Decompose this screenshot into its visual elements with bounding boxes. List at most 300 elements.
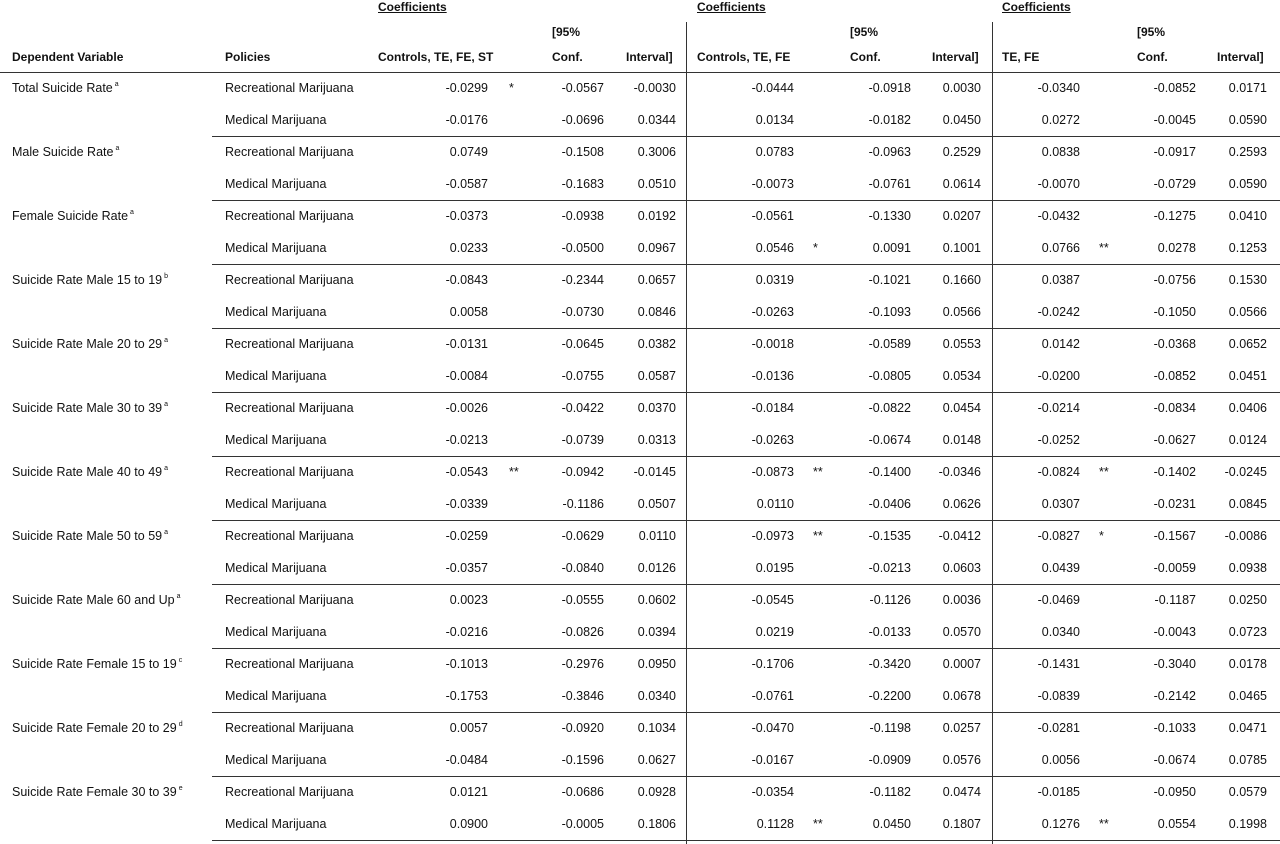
ci-lower-value: -0.1508 — [561, 145, 604, 159]
policy-label: Recreational Marijuana — [225, 273, 354, 287]
ci-upper-value: 0.1253 — [1228, 241, 1267, 255]
coefficient-value: -0.1431 — [1037, 657, 1080, 671]
ci-lower-value: 0.0450 — [872, 817, 911, 831]
ci-lower-value: -0.0761 — [868, 177, 911, 191]
coefficient-value: 0.0900 — [449, 817, 488, 831]
footnote-marker: e — [178, 785, 183, 792]
ci-upper-value: 0.0394 — [637, 625, 676, 639]
ci-upper-value: 0.0566 — [1228, 305, 1267, 319]
coefficient-value: 0.0219 — [755, 625, 794, 639]
ci-lower-value: 0.0091 — [872, 241, 911, 255]
policy-label: Recreational Marijuana — [225, 81, 354, 95]
significance-stars: ** — [1099, 241, 1109, 255]
ci-upper-value: 0.0382 — [637, 337, 676, 351]
coefficient-value: 0.0272 — [1041, 113, 1080, 127]
model3-header: TE, FE — [1002, 50, 1040, 64]
ci-upper-value: 0.0928 — [637, 785, 676, 799]
ci-upper-value: 0.0845 — [1228, 497, 1267, 511]
coefficient-value: -0.1753 — [445, 689, 488, 703]
footnote-marker: a — [176, 593, 181, 600]
ci-lower-value: -0.0005 — [561, 817, 604, 831]
ci-upper-value: 0.0007 — [942, 657, 981, 671]
coefficient-value: 0.1128 — [756, 817, 794, 831]
ci-lower-value: -0.0674 — [1153, 753, 1196, 767]
ci-lower-value: -0.0730 — [561, 305, 604, 319]
policy-label: Recreational Marijuana — [225, 401, 354, 415]
policy-label: Recreational Marijuana — [225, 337, 354, 351]
ci-lower-value: -0.2976 — [561, 657, 604, 671]
ci-lower-value: -0.0043 — [1153, 625, 1196, 639]
coefficient-value: -0.0263 — [751, 433, 794, 447]
ci-upper-value: 0.2593 — [1228, 145, 1267, 159]
significance-stars: ** — [813, 465, 823, 479]
ci-upper-value: 0.0534 — [942, 369, 981, 383]
coefficient-value: -0.0561 — [751, 209, 794, 223]
coefficient-value: 0.0319 — [755, 273, 794, 287]
policy-label: Medical Marijuana — [225, 433, 327, 447]
ci-open-header-2: [95% — [850, 25, 879, 39]
coefficient-value: -0.0213 — [445, 433, 488, 447]
interval-header-1: Interval] — [626, 50, 673, 64]
coefficient-value: 0.0142 — [1041, 337, 1080, 351]
ci-lower-value: -0.0422 — [561, 401, 604, 415]
policy-label: Recreational Marijuana — [225, 785, 354, 799]
row-group-rule — [212, 392, 1280, 393]
ci-upper-value: 0.0471 — [1228, 721, 1267, 735]
conf-header-1: Conf. — [552, 50, 583, 64]
coefficient-value: 0.0439 — [1041, 561, 1080, 575]
ci-upper-value: 0.1001 — [942, 241, 981, 255]
ci-lower-value: -0.0840 — [561, 561, 604, 575]
ci-lower-value: -0.1033 — [1153, 721, 1196, 735]
coefficient-value: 0.0110 — [756, 497, 794, 511]
coefficient-value: -0.0339 — [445, 497, 488, 511]
footnote-marker: d — [178, 721, 183, 728]
ci-upper-value: 0.0967 — [637, 241, 676, 255]
ci-lower-value: -0.0909 — [868, 753, 911, 767]
ci-lower-value: -0.1126 — [869, 593, 911, 607]
ci-lower-value: -0.0755 — [561, 369, 604, 383]
ci-upper-value: 0.0370 — [637, 401, 676, 415]
coefficient-value: -0.0167 — [751, 753, 794, 767]
ci-upper-value: 0.0602 — [637, 593, 676, 607]
ci-lower-value: -0.0589 — [868, 337, 911, 351]
dependent-variable-label — [12, 337, 168, 351]
interval-header-2: Interval] — [932, 50, 979, 64]
coefficient-value: -0.0973 — [751, 529, 794, 543]
policy-label: Medical Marijuana — [225, 689, 327, 703]
coefficient-value: -0.1013 — [445, 657, 488, 671]
coefficient-value: -0.0136 — [751, 369, 794, 383]
ci-lower-value: -0.0963 — [868, 145, 911, 159]
coefficient-value: -0.0018 — [751, 337, 794, 351]
policy-label: Medical Marijuana — [225, 369, 327, 383]
ci-upper-value: 0.1530 — [1228, 273, 1267, 287]
coefficient-value: -0.0084 — [445, 369, 488, 383]
policies-header: Policies — [225, 50, 271, 64]
significance-stars: * — [509, 81, 514, 95]
ci-lower-value: -0.1402 — [1153, 465, 1196, 479]
ci-lower-value: 0.0554 — [1157, 817, 1196, 831]
ci-lower-value: -0.0739 — [561, 433, 604, 447]
policy-label: Medical Marijuana — [225, 241, 327, 255]
ci-upper-value: 0.1034 — [637, 721, 676, 735]
coefficient-value: -0.0543 — [445, 465, 488, 479]
ci-lower-value: -0.0852 — [1153, 369, 1196, 383]
ci-lower-value: -0.0686 — [561, 785, 604, 799]
ci-upper-value: 0.0626 — [942, 497, 981, 511]
ci-upper-value: 0.0474 — [942, 785, 981, 799]
ci-upper-value: 0.0579 — [1228, 785, 1267, 799]
coefficient-value: -0.0470 — [751, 721, 794, 735]
coefficient-value: -0.0263 — [751, 305, 794, 319]
dependent-variable-label — [12, 721, 183, 735]
footnote-marker: c — [178, 657, 183, 664]
ci-lower-value: -0.1198 — [869, 721, 911, 735]
ci-lower-value: -0.0696 — [561, 113, 604, 127]
ci-lower-value: -0.0213 — [868, 561, 911, 575]
dependent-variable-label — [12, 657, 182, 671]
footnote-marker: a — [164, 529, 168, 536]
coefficient-value: 0.0749 — [449, 145, 488, 159]
coefficient-value: -0.0176 — [445, 113, 488, 127]
group-header-1: Coefficients — [378, 0, 447, 14]
footnote-marker: a — [164, 337, 168, 344]
coefficient-value: -0.0357 — [445, 561, 488, 575]
policy-label: Medical Marijuana — [225, 753, 327, 767]
coefficient-value: -0.0200 — [1037, 369, 1080, 383]
ci-open-header-3: [95% — [1137, 25, 1166, 39]
coefficient-value: 0.0387 — [1041, 273, 1080, 287]
ci-lower-value: -0.0059 — [1153, 561, 1196, 575]
coefficient-value: -0.0242 — [1037, 305, 1080, 319]
coefficient-value: 0.0546 — [755, 241, 794, 255]
row-group-rule — [212, 712, 1280, 713]
coefficient-value: 0.0838 — [1041, 145, 1080, 159]
ci-lower-value: -0.1567 — [1153, 529, 1196, 543]
dependent-variable-label — [12, 593, 181, 607]
ci-upper-value: 0.0566 — [942, 305, 981, 319]
coefficient-value: -0.0281 — [1037, 721, 1080, 735]
ci-lower-value: -0.0133 — [868, 625, 911, 639]
ci-lower-value: -0.0555 — [561, 593, 604, 607]
coefficient-value: 0.0766 — [1041, 241, 1080, 255]
ci-upper-value: 0.0652 — [1228, 337, 1267, 351]
ci-upper-value: 0.3006 — [637, 145, 676, 159]
coefficient-value: -0.0214 — [1037, 401, 1080, 415]
group-header-2: Coefficients — [697, 0, 766, 14]
ci-upper-value: -0.0086 — [1224, 529, 1267, 543]
coefficient-value: 0.0307 — [1041, 497, 1080, 511]
ci-lower-value: -0.0822 — [868, 401, 911, 415]
coefficient-value: -0.0299 — [445, 81, 488, 95]
policy-label: Recreational Marijuana — [225, 593, 354, 607]
ci-lower-value: -0.3420 — [868, 657, 911, 671]
ci-upper-value: 0.0250 — [1228, 593, 1267, 607]
ci-upper-value: 0.0148 — [942, 433, 981, 447]
ci-upper-value: 0.0406 — [1228, 401, 1267, 415]
ci-lower-value: -0.0627 — [1153, 433, 1196, 447]
coefficient-value: -0.0827 — [1037, 529, 1080, 543]
ci-upper-value: 0.0627 — [637, 753, 676, 767]
ci-upper-value: 0.0257 — [942, 721, 981, 735]
ci-lower-value: -0.0500 — [561, 241, 604, 255]
ci-upper-value: 0.0576 — [942, 753, 981, 767]
ci-upper-value: 0.0603 — [942, 561, 981, 575]
ci-upper-value: 0.0678 — [942, 689, 981, 703]
column-divider-2 — [992, 22, 993, 844]
dependent-variable-text: Male Suicide Rate — [12, 145, 114, 159]
ci-upper-value: -0.0145 — [633, 465, 676, 479]
policy-label: Medical Marijuana — [225, 561, 327, 575]
ci-lower-value: 0.0278 — [1157, 241, 1196, 255]
ci-lower-value: -0.3846 — [561, 689, 604, 703]
coefficient-value: 0.0233 — [449, 241, 488, 255]
dependent-variable-label — [12, 145, 119, 159]
row-group-rule — [212, 776, 1280, 777]
row-group-rule — [212, 328, 1280, 329]
policy-label: Medical Marijuana — [225, 113, 327, 127]
ci-open-header-1: [95% — [552, 25, 581, 39]
dependent-variable-label — [12, 465, 168, 479]
dependent-variable-text: Suicide Rate Male 40 to 49 — [12, 465, 163, 479]
ci-lower-value: -0.0920 — [561, 721, 604, 735]
ci-upper-value: 0.0313 — [637, 433, 676, 447]
policy-label: Recreational Marijuana — [225, 209, 354, 223]
ci-upper-value: 0.0454 — [942, 401, 981, 415]
policy-label: Recreational Marijuana — [225, 721, 354, 735]
coefficient-value: -0.0252 — [1037, 433, 1080, 447]
coefficient-value: 0.0134 — [755, 113, 794, 127]
ci-upper-value: 0.0110 — [638, 529, 676, 543]
dependent-variable-text: Suicide Rate Male 60 and Up — [12, 593, 175, 607]
ci-upper-value: 0.0451 — [1228, 369, 1267, 383]
coefficient-value: 0.0783 — [755, 145, 794, 159]
significance-stars: ** — [509, 465, 519, 479]
row-group-rule — [212, 520, 1280, 521]
coefficient-value: 0.0058 — [449, 305, 488, 319]
coefficient-value: 0.0056 — [1041, 753, 1080, 767]
policy-label: Recreational Marijuana — [225, 529, 354, 543]
policy-label: Recreational Marijuana — [225, 465, 354, 479]
ci-lower-value: -0.1050 — [1153, 305, 1196, 319]
ci-upper-value: 0.0553 — [942, 337, 981, 351]
coefficient-value: -0.0340 — [1037, 81, 1080, 95]
dependent-variable-text: Suicide Rate Female 20 to 29 — [12, 721, 177, 735]
ci-upper-value: 0.0030 — [942, 81, 981, 95]
conf-header-3: Conf. — [1137, 50, 1168, 64]
coefficient-value: -0.0843 — [445, 273, 488, 287]
dependent-variable-text: Suicide Rate Female 30 to 39 — [12, 785, 177, 799]
coefficient-value: 0.0121 — [449, 785, 488, 799]
coefficient-value: -0.0587 — [445, 177, 488, 191]
ci-lower-value: -0.0182 — [868, 113, 911, 127]
ci-upper-value: 0.0657 — [637, 273, 676, 287]
footnote-marker: a — [164, 465, 168, 472]
coefficient-value: 0.1276 — [1041, 817, 1080, 831]
coefficient-value: -0.0484 — [445, 753, 488, 767]
row-group-rule — [212, 584, 1280, 585]
ci-lower-value: -0.0852 — [1153, 81, 1196, 95]
ci-upper-value: 0.0587 — [637, 369, 676, 383]
ci-upper-value: 0.0507 — [637, 497, 676, 511]
ci-lower-value: -0.1596 — [561, 753, 604, 767]
ci-lower-value: -0.1187 — [1154, 593, 1196, 607]
ci-upper-value: 0.1660 — [942, 273, 981, 287]
coefficient-value: -0.0432 — [1037, 209, 1080, 223]
dependent-variable-text: Suicide Rate Male 50 to 59 — [12, 529, 163, 543]
coefficient-value: -0.0761 — [751, 689, 794, 703]
policy-label: Recreational Marijuana — [225, 657, 354, 671]
ci-upper-value: 0.0340 — [637, 689, 676, 703]
row-group-rule — [212, 264, 1280, 265]
ci-upper-value: 0.1807 — [942, 817, 981, 831]
ci-lower-value: -0.0368 — [1153, 337, 1196, 351]
ci-upper-value: 0.0124 — [1228, 433, 1267, 447]
ci-upper-value: 0.0344 — [637, 113, 676, 127]
ci-lower-value: -0.0805 — [868, 369, 911, 383]
model1-header: Controls, TE, FE, ST — [378, 50, 494, 64]
ci-upper-value: -0.0245 — [1224, 465, 1267, 479]
row-group-rule — [212, 648, 1280, 649]
ci-lower-value: -0.0826 — [561, 625, 604, 639]
coefficient-value: 0.0195 — [755, 561, 794, 575]
coefficient-value: -0.0259 — [445, 529, 488, 543]
policy-label: Recreational Marijuana — [225, 145, 354, 159]
policy-label: Medical Marijuana — [225, 497, 327, 511]
coefficient-value: -0.0216 — [445, 625, 488, 639]
ci-upper-value: 0.0126 — [637, 561, 676, 575]
dependent-variable-label — [12, 529, 168, 543]
ci-lower-value: -0.1093 — [868, 305, 911, 319]
policy-label: Medical Marijuana — [225, 817, 327, 831]
ci-lower-value: -0.0918 — [868, 81, 911, 95]
ci-lower-value: -0.0942 — [561, 465, 604, 479]
coefficient-value: -0.1706 — [751, 657, 794, 671]
dependent-variable-header: Dependent Variable — [12, 50, 124, 64]
footnote-marker: a — [114, 81, 119, 88]
dependent-variable-text: Suicide Rate Male 20 to 29 — [12, 337, 163, 351]
significance-stars: ** — [1099, 465, 1109, 479]
dependent-variable-label — [12, 401, 168, 415]
dependent-variable-label — [12, 209, 134, 223]
ci-upper-value: 0.0950 — [637, 657, 676, 671]
ci-lower-value: -0.2142 — [1153, 689, 1196, 703]
coefficient-value: -0.0545 — [751, 593, 794, 607]
coefficient-value: 0.0340 — [1041, 625, 1080, 639]
row-group-rule — [212, 456, 1280, 457]
ci-upper-value: 0.0036 — [942, 593, 981, 607]
ci-lower-value: -0.1182 — [869, 785, 911, 799]
row-group-rule — [212, 840, 1280, 841]
ci-lower-value: -0.0729 — [1153, 177, 1196, 191]
model2-header: Controls, TE, FE — [697, 50, 791, 64]
policy-label: Medical Marijuana — [225, 305, 327, 319]
ci-lower-value: -0.1021 — [868, 273, 911, 287]
ci-lower-value: -0.1683 — [561, 177, 604, 191]
footnote-marker: b — [164, 273, 168, 280]
ci-upper-value: 0.2529 — [942, 145, 981, 159]
ci-lower-value: -0.0045 — [1153, 113, 1196, 127]
dependent-variable-label — [12, 273, 168, 287]
coefficient-value: -0.0839 — [1037, 689, 1080, 703]
coefficient-value: -0.0873 — [751, 465, 794, 479]
coefficient-value: -0.0131 — [445, 337, 488, 351]
ci-lower-value: -0.1535 — [868, 529, 911, 543]
ci-lower-value: -0.2344 — [561, 273, 604, 287]
dependent-variable-label — [12, 785, 183, 799]
significance-stars: ** — [813, 529, 823, 543]
coefficient-value: -0.0026 — [445, 401, 488, 415]
dependent-variable-text: Suicide Rate Male 30 to 39 — [12, 401, 163, 415]
coefficient-value: -0.0354 — [751, 785, 794, 799]
ci-upper-value: -0.0030 — [633, 81, 676, 95]
ci-upper-value: 0.0171 — [1228, 81, 1267, 95]
policy-label: Medical Marijuana — [225, 177, 327, 191]
dependent-variable-label — [12, 81, 119, 95]
ci-lower-value: -0.0674 — [868, 433, 911, 447]
row-group-rule — [212, 136, 1280, 137]
significance-stars: * — [813, 241, 818, 255]
ci-upper-value: 0.0178 — [1228, 657, 1267, 671]
dependent-variable-text: Suicide Rate Female 15 to 19 — [12, 657, 177, 671]
interval-header-3: Interval] — [1217, 50, 1264, 64]
ci-lower-value: -0.0567 — [561, 81, 604, 95]
ci-lower-value: -0.3040 — [1153, 657, 1196, 671]
ci-lower-value: -0.0629 — [561, 529, 604, 543]
ci-lower-value: -0.0950 — [1153, 785, 1196, 799]
ci-upper-value: 0.0510 — [637, 177, 676, 191]
ci-upper-value: 0.0614 — [942, 177, 981, 191]
dependent-variable-text: Total Suicide Rate — [12, 81, 113, 95]
ci-lower-value: -0.0756 — [1153, 273, 1196, 287]
conf-header-2: Conf. — [850, 50, 881, 64]
footnote-marker: a — [115, 145, 120, 152]
ci-lower-value: -0.0917 — [1153, 145, 1196, 159]
significance-stars: ** — [1099, 817, 1109, 831]
row-group-rule — [212, 200, 1280, 201]
ci-upper-value: 0.0938 — [1228, 561, 1267, 575]
ci-upper-value: 0.0465 — [1228, 689, 1267, 703]
column-divider-1 — [686, 22, 687, 844]
ci-upper-value: -0.0346 — [938, 465, 981, 479]
ci-upper-value: 0.0450 — [942, 113, 981, 127]
ci-upper-value: 0.1806 — [637, 817, 676, 831]
ci-upper-value: 0.0570 — [942, 625, 981, 639]
ci-lower-value: -0.0231 — [1153, 497, 1196, 511]
ci-upper-value: 0.0410 — [1228, 209, 1267, 223]
ci-upper-value: 0.1998 — [1228, 817, 1267, 831]
ci-upper-value: -0.0412 — [938, 529, 981, 543]
ci-lower-value: -0.0834 — [1153, 401, 1196, 415]
dependent-variable-text: Suicide Rate Male 15 to 19 — [12, 273, 163, 287]
ci-upper-value: 0.0846 — [637, 305, 676, 319]
ci-lower-value: -0.1330 — [868, 209, 911, 223]
coefficient-value: -0.0373 — [445, 209, 488, 223]
header-rule — [0, 72, 1280, 73]
ci-lower-value: -0.1275 — [1153, 209, 1196, 223]
ci-upper-value: 0.0723 — [1228, 625, 1267, 639]
ci-upper-value: 0.0590 — [1228, 177, 1267, 191]
coefficient-value: -0.0469 — [1037, 593, 1080, 607]
coefficient-value: -0.0185 — [1037, 785, 1080, 799]
ci-upper-value: 0.0192 — [637, 209, 676, 223]
footnote-marker: a — [130, 209, 134, 216]
ci-upper-value: 0.0785 — [1228, 753, 1267, 767]
ci-lower-value: -0.0406 — [868, 497, 911, 511]
dependent-variable-text: Female Suicide Rate — [12, 209, 129, 223]
significance-stars: ** — [813, 817, 823, 831]
